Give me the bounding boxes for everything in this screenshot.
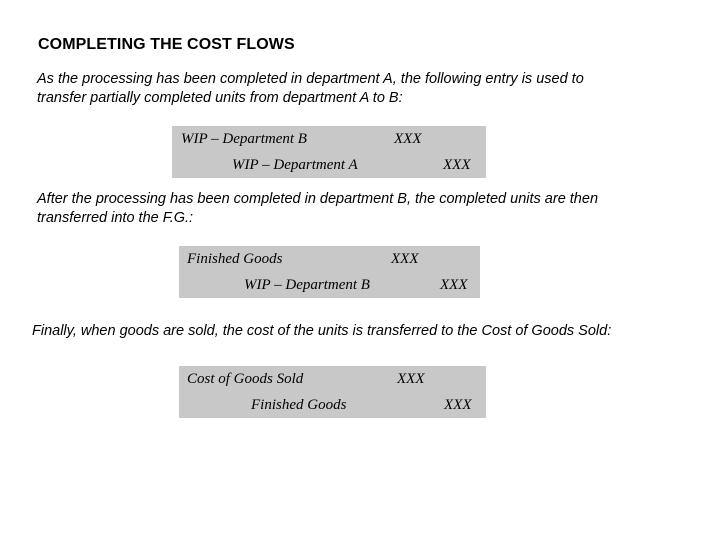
credit-amount: XXX xyxy=(443,157,471,173)
journal-entry-cost-of-goods-sold xyxy=(179,366,486,418)
paragraph-line: After the processing has been completed in department B, the completed units are then xyxy=(37,191,599,207)
paragraph-line: Finally, when goods are sold, the cost of the units is transferred to the Cost of Goods Sold: xyxy=(32,323,612,339)
slide-title: COMPLETING THE COST FLOWS xyxy=(38,36,295,53)
credit-amount: XXX xyxy=(440,277,468,293)
credit-account: Finished Goods xyxy=(251,397,347,413)
credit-account: WIP – Department A xyxy=(232,157,358,173)
paragraph-line: transfer partially completed units from department A to B: xyxy=(37,90,403,106)
paragraph-line: transferred into the F.G.: xyxy=(37,210,194,226)
debit-amount: XXX xyxy=(397,371,425,387)
credit-account: WIP – Department B xyxy=(244,277,370,293)
journal-entry-transfer-a-to-b xyxy=(172,126,486,178)
credit-amount: XXX xyxy=(444,397,472,413)
debit-account: Finished Goods xyxy=(187,251,283,267)
debit-amount: XXX xyxy=(391,251,419,267)
debit-account: Cost of Goods Sold xyxy=(187,371,304,387)
debit-account: WIP – Department B xyxy=(181,131,307,147)
paragraph-line: As the processing has been completed in department A, the following entry is used to xyxy=(37,71,584,87)
journal-entry-transfer-to-finished-goods xyxy=(179,246,480,298)
paragraph-intro xyxy=(37,70,584,108)
paragraph-goods-sold xyxy=(32,322,611,341)
paragraph-department-b xyxy=(37,190,598,228)
debit-amount: XXX xyxy=(394,131,422,147)
